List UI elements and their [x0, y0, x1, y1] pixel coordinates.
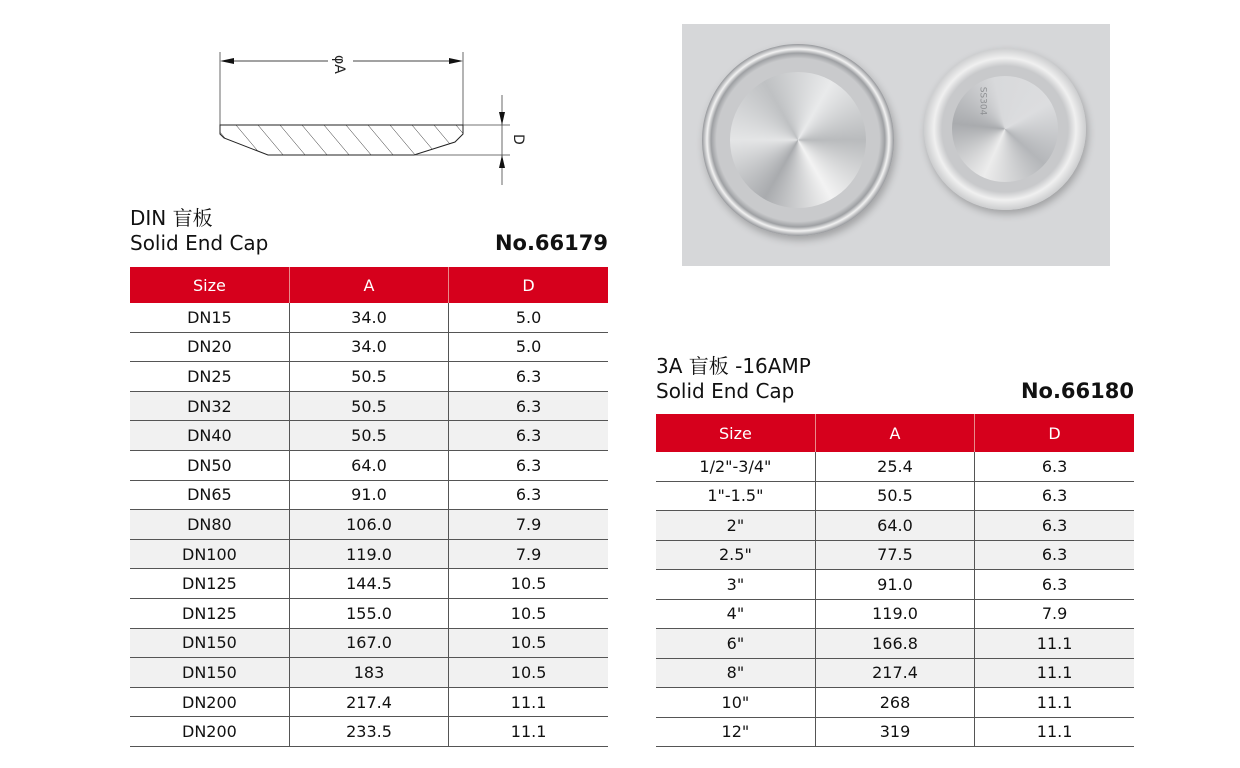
table-cell: DN25 [130, 362, 289, 392]
dim-a-label: φA [331, 55, 347, 74]
amp-part-number: No.66180 [1020, 379, 1134, 403]
table-cell: 25.4 [815, 452, 974, 481]
table-cell: 3" [656, 570, 815, 600]
table-cell: 119.0 [815, 599, 974, 629]
table-cell: 11.1 [975, 629, 1134, 659]
table-cell: 50.5 [289, 362, 448, 392]
table-cell: 319 [815, 717, 974, 747]
table-cell: 11.1 [449, 717, 608, 747]
din-title [130, 206, 268, 256]
table-cell: 6.3 [975, 481, 1134, 511]
table-row [130, 510, 608, 540]
table-cell: 10" [656, 688, 815, 718]
table-cell: 183 [289, 658, 448, 688]
table-cell: 233.5 [289, 717, 448, 747]
table-cell: 5.0 [449, 303, 608, 332]
table-cell: 91.0 [815, 570, 974, 600]
table-cell: 6.3 [975, 540, 1134, 570]
column-header: D [975, 414, 1134, 452]
table-cell: 6.3 [449, 362, 608, 392]
table-row [130, 362, 608, 392]
table-cell: 10.5 [449, 628, 608, 658]
column-header: A [815, 414, 974, 452]
table-cell: DN125 [130, 569, 289, 599]
table-row [130, 658, 608, 688]
table-cell: 119.0 [289, 539, 448, 569]
table-cell: DN40 [130, 421, 289, 451]
table-cell: 7.9 [449, 510, 608, 540]
table-cell: 6.3 [449, 421, 608, 451]
table-row [130, 539, 608, 569]
table-cell: 6" [656, 629, 815, 659]
table-cell: 10.5 [449, 569, 608, 599]
table-cell: DN200 [130, 687, 289, 717]
column-header: Size [130, 267, 289, 303]
table-row [656, 540, 1134, 570]
table-cell: 8" [656, 658, 815, 688]
table-cell: 64.0 [289, 450, 448, 480]
product-photo [682, 24, 1110, 266]
table-cell: DN80 [130, 510, 289, 540]
table-row [130, 717, 608, 747]
table-row [656, 599, 1134, 629]
table-cell: 6.3 [975, 570, 1134, 600]
table-cell: DN150 [130, 628, 289, 658]
table-cell: 11.1 [975, 658, 1134, 688]
amp-title-cn: 3A 盲板 -16AMP [656, 354, 811, 378]
din-title-en: Solid End Cap [130, 231, 269, 255]
table-row [130, 391, 608, 421]
table-row [656, 481, 1134, 511]
table-cell: 166.8 [815, 629, 974, 659]
amp-title-en: Solid End Cap [656, 379, 795, 403]
table-cell: 10.5 [449, 598, 608, 628]
table-cell: 34.0 [289, 332, 448, 362]
column-header: A [289, 267, 448, 303]
table-cell: 6.3 [449, 450, 608, 480]
table-cell: DN150 [130, 658, 289, 688]
table-row [656, 570, 1134, 600]
table-cell: 1/2"-3/4" [656, 452, 815, 481]
table-cell: 217.4 [815, 658, 974, 688]
table-cell: DN20 [130, 332, 289, 362]
table-cell: 11.1 [975, 717, 1134, 747]
material-marking: SS304 [977, 86, 988, 116]
table-row [656, 688, 1134, 718]
din-part-number: No.66179 [494, 231, 608, 255]
table-cell: DN50 [130, 450, 289, 480]
table-cell: DN15 [130, 303, 289, 332]
table-row [656, 717, 1134, 747]
table-row [130, 303, 608, 332]
table-cell: 50.5 [289, 421, 448, 451]
table-cell: 50.5 [815, 481, 974, 511]
column-header: Size [656, 414, 815, 452]
table-cell: 6.3 [975, 452, 1134, 481]
dim-d-label: D [510, 134, 526, 145]
table-cell: 268 [815, 688, 974, 718]
table-cell: 11.1 [449, 687, 608, 717]
column-header: D [449, 267, 608, 303]
table-cell: 1"-1.5" [656, 481, 815, 511]
table-cell: 155.0 [289, 598, 448, 628]
table-cell: 4" [656, 599, 815, 629]
table-row [130, 332, 608, 362]
din-title-cn: DIN 盲板 [130, 206, 213, 230]
table-cell: DN65 [130, 480, 289, 510]
table-row [130, 480, 608, 510]
table-cell: 5.0 [449, 332, 608, 362]
table-row [130, 569, 608, 599]
table-cell: 6.3 [975, 511, 1134, 541]
table-cell: 6.3 [449, 391, 608, 421]
table-cell: 7.9 [449, 539, 608, 569]
table-row [656, 629, 1134, 659]
din-spec-table [130, 267, 608, 747]
table-row [130, 687, 608, 717]
table-cell: 77.5 [815, 540, 974, 570]
cross-section-drawing [200, 30, 540, 190]
table-cell: 6.3 [449, 480, 608, 510]
table-cell: 2" [656, 511, 815, 541]
clamp-cap-back [924, 48, 1086, 210]
table-cell: DN200 [130, 717, 289, 747]
table-cell: 10.5 [449, 658, 608, 688]
table-cell: 144.5 [289, 569, 448, 599]
table-cell: 167.0 [289, 628, 448, 658]
table-row [130, 628, 608, 658]
table-row [130, 598, 608, 628]
table-cell: DN125 [130, 598, 289, 628]
table-cell: 2.5" [656, 540, 815, 570]
table-cell: 50.5 [289, 391, 448, 421]
table-row [130, 421, 608, 451]
amp-spec-table [656, 414, 1134, 747]
table-cell: 106.0 [289, 510, 448, 540]
table-row [130, 450, 608, 480]
table-row [656, 658, 1134, 688]
amp-title [656, 354, 811, 404]
table-cell: 217.4 [289, 687, 448, 717]
table-cell: 91.0 [289, 480, 448, 510]
table-row [656, 452, 1134, 481]
table-cell: 11.1 [975, 688, 1134, 718]
clamp-cap-front [702, 44, 894, 236]
table-cell: 64.0 [815, 511, 974, 541]
table-cell: 12" [656, 717, 815, 747]
table-cell: 34.0 [289, 303, 448, 332]
table-cell: DN100 [130, 539, 289, 569]
table-row [656, 511, 1134, 541]
table-cell: DN32 [130, 391, 289, 421]
table-cell: 7.9 [975, 599, 1134, 629]
